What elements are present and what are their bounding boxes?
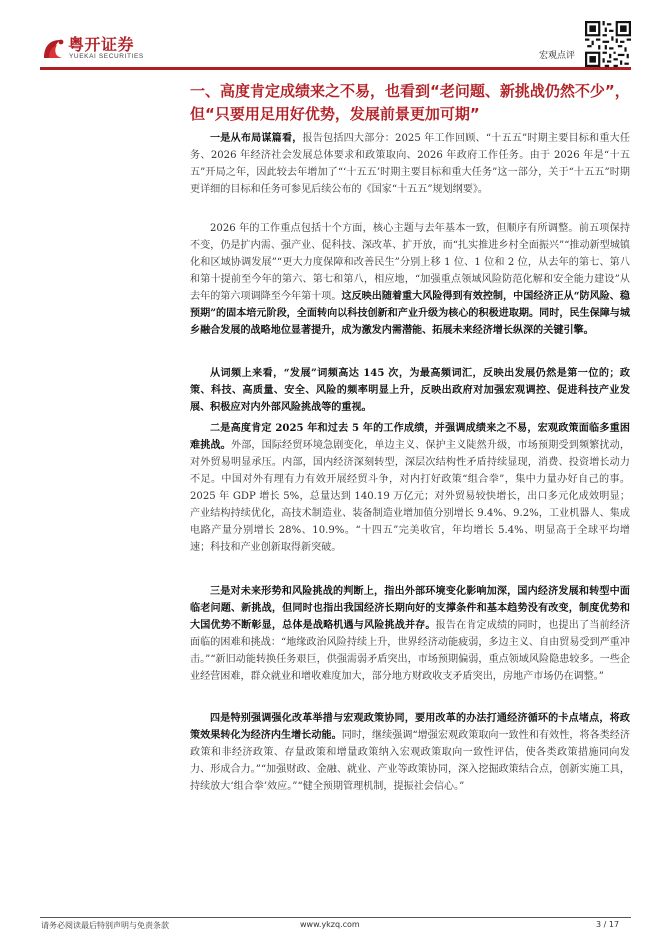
footer-website: www.ykzq.com — [300, 920, 360, 929]
header-divider — [40, 67, 631, 70]
section-title: 一、高度肯定成绩来之不易，也看到“老问题、新挑战仍然不少”，但“只要用足用好优势，发展前景更加可期” — [190, 82, 630, 123]
logo-mark-icon — [40, 36, 66, 62]
qr-code-icon — [585, 21, 631, 67]
logo-text-cn: 粤开证券 — [68, 35, 135, 54]
paragraph-word-frequency — [190, 365, 630, 416]
paragraph-lead: 四是特别强调强化改革举措与宏观政策协同，要用改革的办法打通经济循环的卡点堵点，将政策效果转化为经济内生增长动能。 — [190, 713, 630, 741]
page-number: 3 / 17 — [596, 920, 620, 929]
logo-text-en: YUEKAI SECURITIES — [69, 53, 144, 60]
company-logo — [40, 36, 160, 62]
page-header — [0, 0, 662, 64]
paragraph-body: 报告在肯定成绩的同时，也提出了当前经济面临的困难和挑战：“地缘政治风险持续上升，世界经济动能疲弱，多边主义、自由贸易受到严重冲击。”“新旧动能转换任务艰巨，供强需弱矛盾突出，市场预期偏弱，重点领域风险隐患较多。一些企业经营困难，群众就业和增收难度加大，部分地方财政收支矛盾突出，房地产市场仍在调整。” — [190, 620, 631, 682]
paragraph-achievements — [190, 420, 630, 556]
paragraph-tail: 这反映出随着重大风险得到有效控制，中国经济正从“防风险、稳预期”的固本培元阶段，全面转向以科技创新和产业升级为核心的积极进取期。同时，民生保障与城乡融合发展的战略地位显著提升，成为激发内需潜能、拓展未来经济增长纵深的关键引擎。 — [190, 291, 630, 336]
paragraph-work-priorities — [190, 220, 630, 339]
paragraph-reform-policy — [190, 710, 630, 795]
paragraph-layout-structure — [190, 130, 630, 198]
paragraph-outlook — [190, 583, 630, 685]
paragraph-body: 同时，继续强调“增强宏观政策取向一致性和有效性，将各类经济政策和非经济政策、存量政策和增量政策纳入宏观政策取向一致性评估，使各类政策措施同向发力、形成合力。”“加强财政、金融、就业、产业等政策协同，深入挖掘政策结合点，创新实施工具，持续放大‘组合拳’效应。”“健全预期管理机制，提振社会信心。” — [190, 730, 630, 792]
paragraph-lead: 三是对未来形势和风险挑战的判断上，指出外部环境变化影响加深，国内经济发展和转型中面临老问题、新挑战，但同时也指出我国经济长期向好的支撑条件和基本趋势没有改变，制度优势和大国优势不断彰显，总体是战略机遇与风险挑战并存。 — [190, 586, 630, 631]
paragraph-body: 外部，国际经贸环境急剧变化，单边主义、保护主义陡然升级，市场预期受到频繁扰动，对外贸易明显承压。内部，国内经济深刻转型，深层次结构性矛盾持续显现，消费、投资增长动力不足。中国对外有理有力有效开展经贸斗争，对内打好政策“组合拳”，集中力量办好自己的事。2025 年 GDP 增长 5%，总量达到 140.19 万亿元；对外贸易较快增长，出口多元化成效明显；产业结构持续优化，高技术制造业、装备制造业增加值分别增长 9.4%、9.2%，工业机器人、集成电路产量分别增长 28%、10.9%。“十四五”完美收官，年均增长 5.4%、明显高于全球平均增速；科技和产业创新取得新突破。 — [190, 440, 631, 553]
footer-disclaimer: 请务必阅读最后特别声明与免责条款 — [41, 921, 169, 930]
paragraph-lead: 一是从布局谋篇看， — [210, 133, 303, 144]
paragraph-body: 从词频上来看，“发展”词频高达 145 次，为最高频词汇，反映出发展仍然是第一位的；政策、科技、高质量、安全、风险的频率明显上升，反映出政府对加强宏观调控、促进科技产业发展、积极应对内外部风险挑战等的重视。 — [190, 368, 630, 413]
paragraph-body: 报告包括四大部分：2025 年工作回顾、“十五五”时期主要目标和重大任务、2026 年经济社会发展总体要求和政策取向、2026 年政府工作任务。由于 2026 年是“十五五”开局之年，因此较去年增加了“‘十五五’时期主要目标和重大任务”这一部分，关于“十五五”时期更详细的目标和任务可参见后续公布的《国家“十五五”规划纲要》。 — [190, 133, 630, 195]
paragraph-body: 2026 年的工作重点包括十个方面，核心主题与去年基本一致，但顺序有所调整。前五项保持不变，仍是扩内需、强产业、促科技、深改革、扩开放，而“扎实推进乡村全面振兴”“推动新型城镇化和区域协调发展”“更大力度保障和改善民生”分别上移 1 位、1 位和 2 位，从去年的第七、第八和第十提前至今年的第六、第七和第八，相应地，“加强重点领域风险防范化解和安全能力建设”从去年的第六项调降至今年第十项。 — [190, 223, 630, 302]
paragraph-lead: 二是高度肯定 2025 年和过去 5 年的工作成绩，并强调成绩来之不易，宏观政策面临多重困难挑战。 — [190, 423, 630, 451]
footer-divider — [40, 917, 631, 918]
report-type-label: 宏观点评 — [539, 51, 576, 61]
